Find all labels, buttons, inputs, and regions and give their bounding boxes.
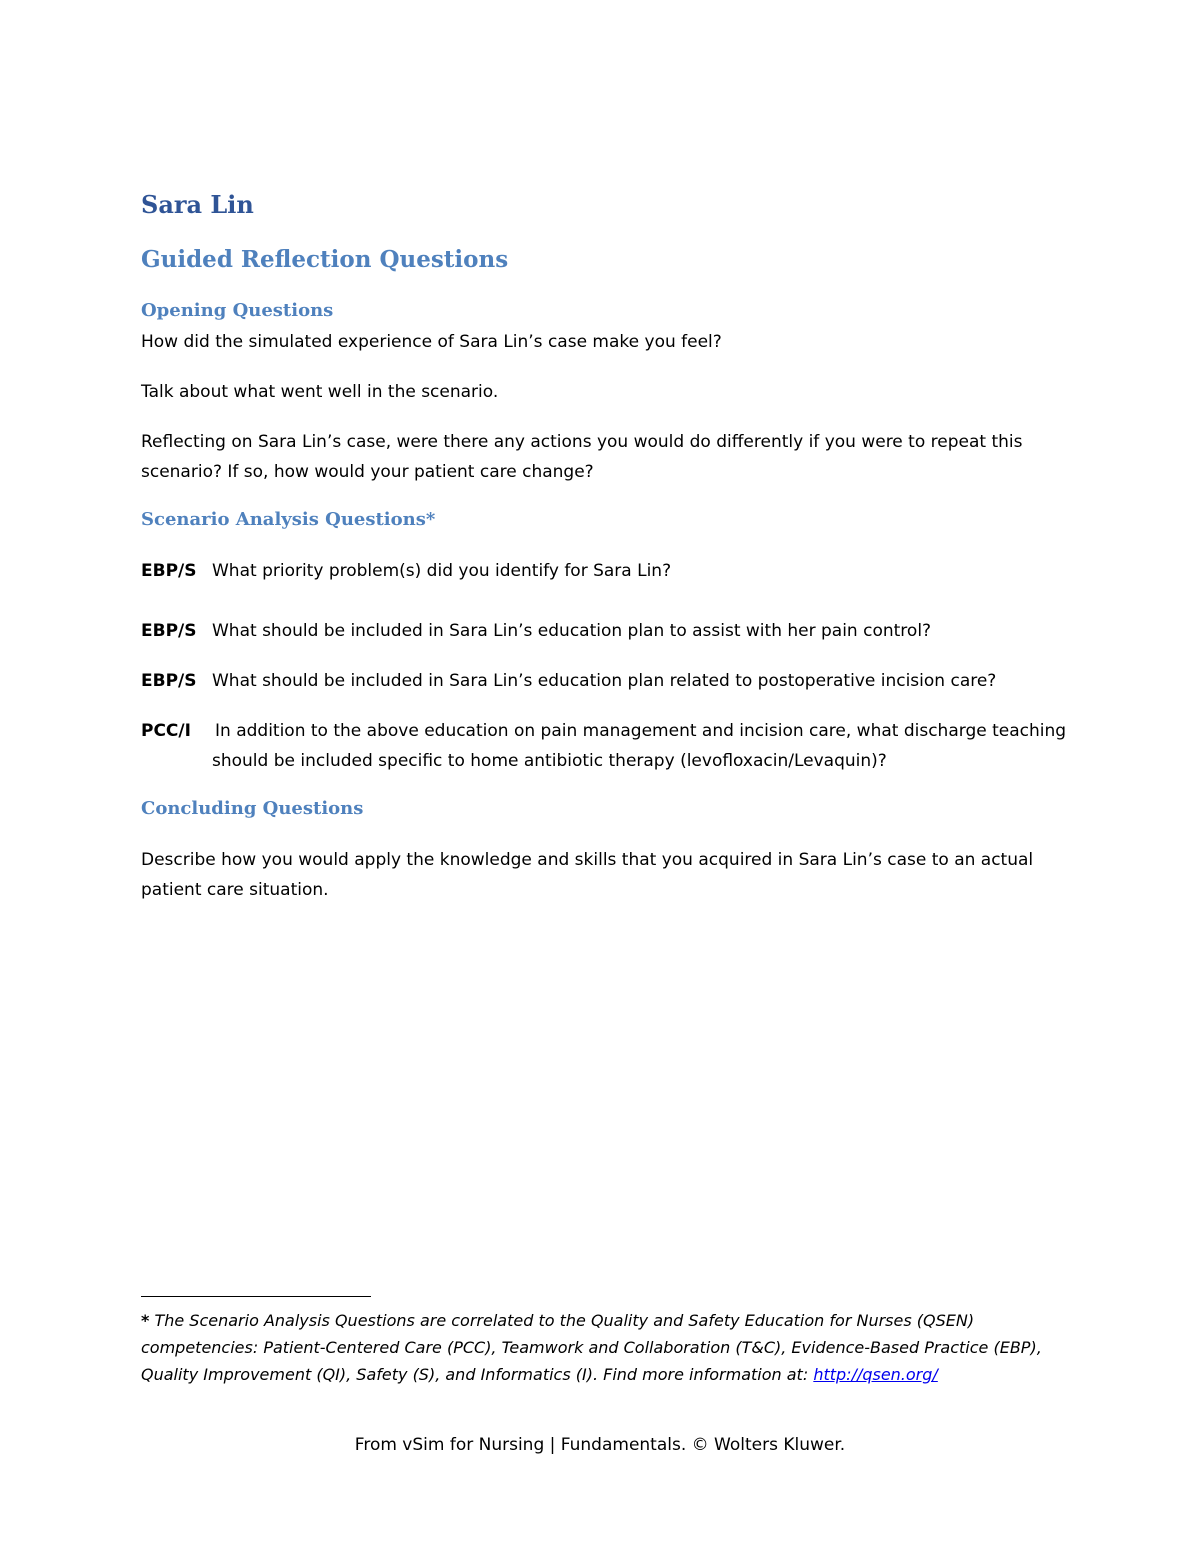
opening-question-3: Reflecting on Sara Lin’s case, were there any actions you would do differently if you were to repeat this scenario? If so, how would your patient care change? (141, 432, 1023, 482)
analysis-question-text: What should be included in Sara Lin’s education plan to assist with her pain control? (212, 621, 932, 641)
analysis-question-text: In addition to the above education on pain management and incision care, what discharge teaching should be included specific to home antibiotic therapy (levofloxacin/Levaquin)? (212, 721, 1067, 771)
page-footer: From vSim for Nursing | Fundamentals. © Wolters Kluwer. (354, 1435, 846, 1455)
concluding-questions-heading: Concluding Questions (141, 798, 364, 819)
footnote-separator (141, 1296, 371, 1297)
scenario-analysis-footnote-mark: * (425, 509, 436, 530)
competency-code: PCC/I (141, 721, 191, 741)
document-title: Sara Lin (141, 190, 254, 219)
analysis-question-text: What priority problem(s) did you identify for Sara Lin? (212, 561, 672, 581)
document-subtitle: Guided Reflection Questions (141, 246, 509, 273)
competency-code: EBP/S (141, 621, 197, 641)
footnote (141, 1307, 1061, 1388)
footnote-mark: * (141, 1311, 150, 1330)
competency-code: EBP/S (141, 671, 197, 691)
scenario-analysis-heading-text: Scenario Analysis Questions (141, 509, 426, 530)
opening-questions-heading: Opening Questions (141, 300, 334, 321)
competency-code: EBP/S (141, 561, 197, 581)
analysis-question-text: What should be included in Sara Lin’s education plan related to postoperative incision care? (212, 671, 997, 691)
opening-question-1: How did the simulated experience of Sara Lin’s case make you feel? (141, 332, 722, 352)
scenario-analysis-heading (141, 509, 435, 530)
qsen-link[interactable]: http://qsen.org/ (813, 1365, 938, 1384)
footnote-text: The Scenario Analysis Questions are correlated to the Quality and Safety Education for Nurses (QSEN) competencies: Patient-Centered Care (PCC), Teamwork and Collaboration (T&C), Evidence-Based Practice (EBP), Quality Improvement (QI), Safety (S), and Informatics (I). Find more information at: (141, 1311, 1042, 1384)
concluding-question-1: Describe how you would apply the knowledge and skills that you acquired in Sara Lin’s case to an actual patient care situation. (141, 850, 1034, 900)
opening-question-2: Talk about what went well in the scenario. (141, 382, 499, 402)
